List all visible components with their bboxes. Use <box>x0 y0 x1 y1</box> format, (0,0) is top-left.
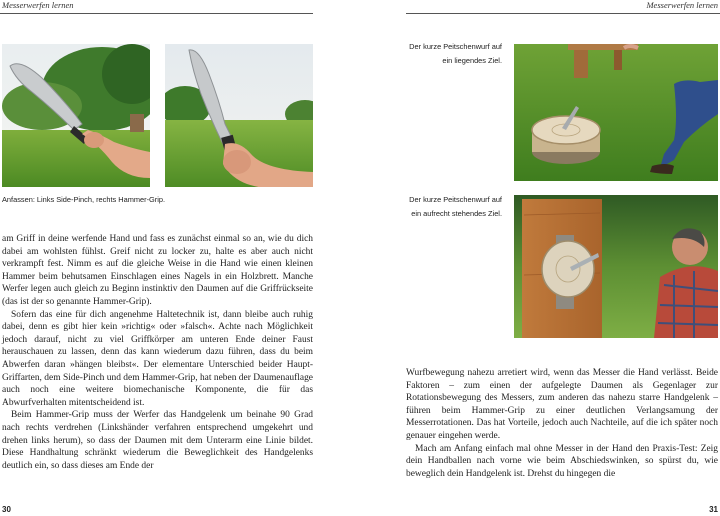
photo-upright-target-illustration <box>514 195 718 338</box>
paragraph: Beim Hammer-Grip muss der Werfer das Handgelenk um beinahe 90 Grad nach rechts verdrehen (Linkshänder verfahren entsprechend umgekehrt und drehen links herum), so dass der Daumen mit dem Unterarm eine Linie bildet. Diese Handhaltung schränkt wiederum die Beweglichkeit des Handgelenks deutlich ein, so dass dieses am Ende der <box>2 410 313 471</box>
header-rule-left <box>0 13 313 14</box>
caption-standing-target: Der kurze Peitschenwurf auf ein aufrecht stehendes Ziel. <box>409 195 502 218</box>
photo-side-pinch-grip-illustration <box>2 44 150 187</box>
paragraph: Mach am Anfang einfach mal ohne Messer in der Hand den Praxis-Test: Zeig dein Handballen nach vorne wie beim Abschiedswinken, so spürst du, wie beweglich dein Handgelenk ist. Drehst du hingegen die <box>406 443 718 479</box>
right-page <box>360 0 720 516</box>
paragraph: Sofern das eine für dich angenehme Haltetechnik ist, dann bleibe auch ruhig dabei, denn es gibt hier kein »richtig« oder »falsch«. Achte nach Möglichkeit jedoch darauf, nicht zu viel Griffkörper am unteren Ende deiner Faust herauschauen zu lassen, denn das kann wiederum dazu führen, dass du beim Abwerfen daran »hängen bleibst«. Der elementare Unterschied beider Haupt-Griffarten, dem Side-Pinch und dem Hammer-Grip, hat neben der Daumenauflage auch noch eine weitere biomechanische Komponente, die für das Abwurfverhalten mitentscheidend ist. <box>2 309 313 408</box>
paragraph: am Griff in deine werfende Hand und fass es zunächst einmal so an, wie du dich dabei am wohlsten fühlst. Greif nicht zu locker zu, halte es aber auch nicht verkrampft fest. Nimm es auf die gleiche Weise in die Hand wie einen kleinen Hammer beim behutsamen Einschlagen eines Nagels in ein Holzbrett. Manche Werfer legen auch gleich zu Beginn instinktiv den Daumen auf die Griffrückseite (das ist der so genannte Hammer-Grip). <box>2 234 313 307</box>
photo-hammer-grip <box>165 44 313 187</box>
body-text-left <box>2 233 313 472</box>
body-text-right <box>406 367 718 480</box>
caption-grips: Anfassen: Links Side-Pinch, rechts Hammer-Grip. <box>2 195 166 204</box>
running-head-left: Messerwerfen lernen <box>2 0 74 10</box>
photo-lying-target-illustration <box>514 44 718 181</box>
photo-hammer-grip-illustration <box>165 44 313 187</box>
photo-lying-target <box>514 44 718 181</box>
header-rule-right <box>406 13 720 14</box>
photo-side-pinch-grip <box>2 44 150 187</box>
page-number-right: 31 <box>709 505 718 514</box>
page-number-left: 30 <box>2 505 11 514</box>
paragraph: Wurfbewegung nahezu arretiert wird, wenn das Messer die Hand verlässt. Beide Faktoren – zum einen der aufgelegte Daumen als Gegenlager zur Rotationsbewegung des Messers, zum anderen das nahezu starre Handgelenk – führen beim Hammer-Grip zu einer deutlichen Verlangsamung der Messerrotationen. Das hat Vorteile, jedoch auch Nachteile, auf die ich später noch genauer eingehen werde. <box>406 368 718 441</box>
photo-upright-target <box>514 195 718 338</box>
caption-lying-target: Der kurze Peitschenwurf auf ein liegendes Ziel. <box>409 42 502 65</box>
running-head-right: Messerwerfen lernen <box>646 0 718 10</box>
